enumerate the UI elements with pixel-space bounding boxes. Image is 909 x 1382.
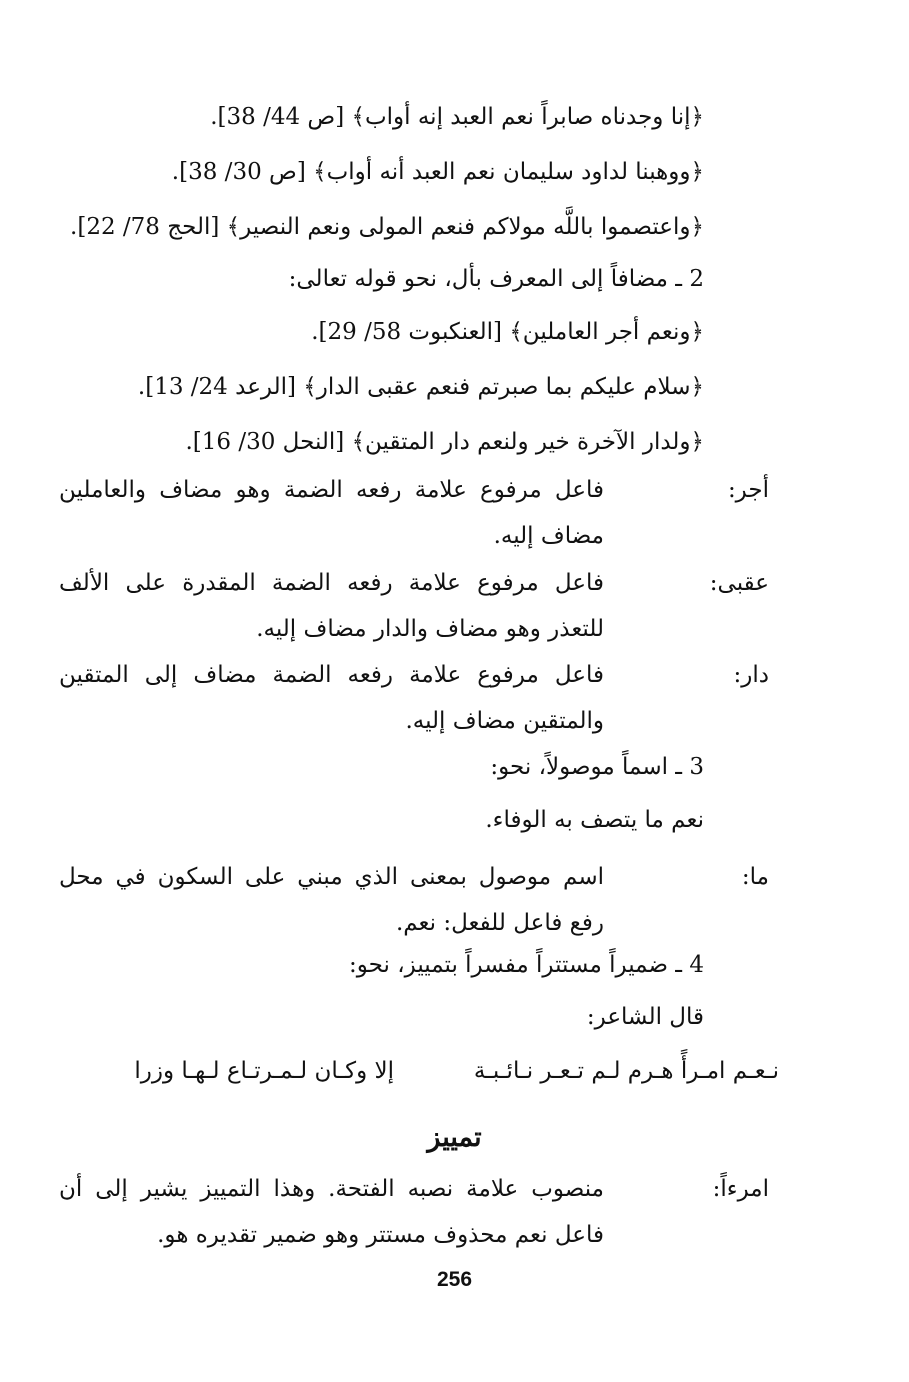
page-number: 256	[436, 1268, 473, 1291]
quran-line-1: ﴿إنا وجدناه صابراً نعم العبد إنه أواب﴾ [ص 44/ 38].	[210, 104, 704, 130]
entry-definition: اسم موصول بمعنى الذي مبني على السكون في محل رفع فاعل للفعل: نعم.	[59, 864, 604, 936]
entry-term: عقبى:	[709, 570, 769, 596]
poem-first-hemistich: نـعـم امـرأً هـرم لـم تـعـر نـائـبـة	[473, 1058, 779, 1084]
entry-definition: فاعل مرفوع علامة رفعه الضمة مضاف إلى المتقين والمتقين مضاف إليه.	[59, 662, 604, 734]
entry-definition: فاعل مرفوع علامة رفعه الضمة وهو مضاف والعاملين مضاف إليه.	[59, 477, 604, 549]
quran-line-2: ﴿ووهبنا لداود سليمان نعم العبد أنه أواب﴾ [ص 30/ 38].	[171, 159, 704, 185]
list-item-3: 3 ـ اسماً موصولاً، نحو:	[490, 754, 704, 780]
entry-definition: فاعل مرفوع علامة رفعه الضمة المقدرة على الألف للتعذر وهو مضاف والدار مضاف إليه.	[59, 570, 604, 642]
quran-line-4: ﴿ونعم أجر العاملين﴾ [العنكبوت 58/ 29].	[311, 319, 704, 345]
poet-intro: قال الشاعر:	[586, 1004, 704, 1030]
section-title: تمييز	[427, 1122, 482, 1153]
example-sentence: نعم ما يتصف به الوفاء.	[485, 807, 704, 833]
quran-line-6: ﴿ولدار الآخرة خير ولنعم دار المتقين﴾ [النحل 30/ 16].	[185, 429, 704, 455]
entry-definition: منصوب علامة نصبه الفتحة. وهذا التمييز يشير إلى أن فاعل نعم محذوف مستتر وهو ضمير تقديره هو.	[59, 1176, 604, 1248]
entry-term: ما:	[741, 864, 769, 890]
entry-term: دار:	[733, 662, 769, 688]
list-item-2: 2 ـ مضافاً إلى المعرف بأل، نحو قوله تعالى:	[288, 266, 704, 292]
poem-second-hemistich: إلا وكـان لـمـرتـاع لـهـا وزرا	[134, 1058, 394, 1084]
quran-line-5: ﴿سلام عليكم بما صبرتم فنعم عقبى الدار﴾ [الرعد 24/ 13].	[137, 374, 704, 400]
quran-line-3: ﴿واعتصموا باللَّه مولاكم فنعم المولى ونعم النصير﴾ [الحج 78/ 22].	[70, 214, 704, 240]
list-item-4: 4 ـ ضميراً مستتراً مفسراً بتمييز، نحو:	[349, 952, 704, 978]
entry-term: امرءاً:	[712, 1176, 769, 1202]
entry-term: أجر:	[727, 477, 769, 503]
